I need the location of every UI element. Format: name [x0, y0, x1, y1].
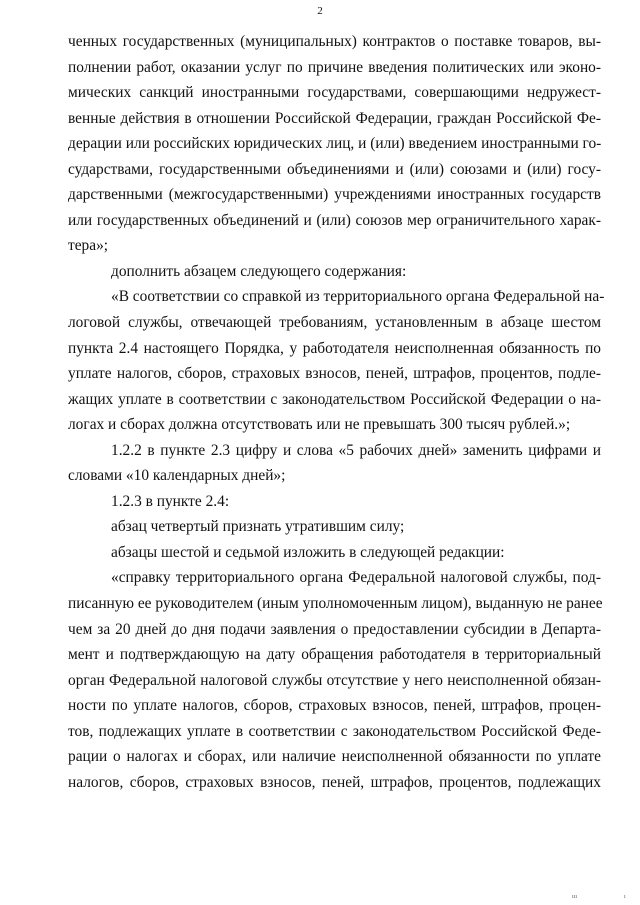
text-line: чем за 20 дней до дня подачи заявления о предоставлении субсидии в Департа-	[68, 620, 601, 638]
text-line: абзацы шестой и седьмой изложить в следующей редакции:	[111, 543, 505, 561]
text-line: рации о налогах и сборах, или наличие неисполненной обязанности по уплате	[68, 748, 601, 766]
footer-scan-mark: ı	[624, 894, 626, 900]
paragraph-continuation	[68, 29, 601, 259]
document-body	[68, 29, 605, 795]
text-line: уплате налогов, сборов, страховых взносов, пеней, штрафов, процентов, подле-	[68, 365, 601, 383]
text-line: жащих уплате в соответствии с законодательством Российской Федерации о на-	[68, 390, 601, 408]
text-line: тов, подлежащих уплате в соответствии с законодательством Российской Феде-	[68, 722, 601, 740]
text-line: «справку территориального органа Федеральной налоговой службы, под-	[111, 569, 601, 587]
paragraph-quoted-insert	[68, 284, 605, 437]
text-line: мических санкций иностранными государствами, совершающими недружест-	[68, 84, 601, 102]
text-line: 1.2.2 в пункте 2.3 цифру и слова «5 рабочих дней» заменить цифрами и	[111, 441, 601, 459]
text-line: логовой службы, отвечающей требованиям, установленным в абзаце шестом	[68, 314, 601, 332]
text-line: дерации или российских юридических лиц, и (или) введением иностранными го-	[68, 135, 602, 153]
text-line: дарственными (межгосударственными) учреждениями иностранных государств	[68, 186, 601, 204]
text-line: тера»;	[68, 237, 109, 255]
text-line: ченных государственных (муниципальных) контрактов о поставке товаров, вы-	[68, 33, 601, 50]
text-line: налогов, сборов, страховых взносов, пеней, штрафов, процентов, подлежащих	[68, 773, 601, 791]
paragraph-repeal	[68, 514, 601, 540]
paragraph-item-1-2-2	[68, 438, 601, 489]
text-line: или государственных объединений и (или) союзов мер ограничительного харак-	[68, 211, 601, 229]
text-line: «В соответствии со справкой из территориального органа Федеральной на-	[111, 288, 605, 306]
text-line: орган Федеральной налоговой службы отсутствие у него неисполненной обязан-	[68, 671, 601, 689]
paragraph-item-1-2-3	[68, 489, 601, 515]
text-line: словами «10 календарных дней»;	[68, 467, 286, 485]
text-line: абзац четвертый признать утратившим силу;	[111, 518, 405, 536]
text-line: мент и подтверждающую на дату обращения работодателя в территориальный	[68, 646, 601, 664]
paragraph-restate-intro	[68, 540, 601, 566]
text-line: дополнить абзацем следующего содержания:	[111, 262, 407, 280]
text-line: полнении работ, оказании услуг по причине введения политических или эконо-	[68, 58, 601, 76]
text-line: писанную ее руководителем (иным уполномоченным лицом), выданную не ранее	[68, 595, 603, 613]
text-line: ности по уплате налогов, сборов, страховых взносов, пеней, штрафов, процен-	[68, 697, 601, 715]
text-line: сударствами, государственными объединениями и (или) союзами и (или) госу-	[68, 160, 601, 178]
text-line: пункта 2.4 настоящего Порядка, у работодателя неисполненная обязанность по	[68, 339, 601, 357]
page-number: 2	[317, 5, 323, 17]
text-line: 1.2.3 в пункте 2.4:	[111, 492, 230, 510]
text-line: логах и сборах должна отсутствовать или не превышать 300 тысяч рублей.»;	[68, 416, 571, 434]
footer-scan-mark: ııı	[572, 894, 578, 900]
paragraph-amendment-intro	[68, 259, 601, 285]
paragraph-quoted-restatement	[68, 565, 601, 795]
text-line: венные действия в отношении Российской Федерации, граждан Российской Фе-	[68, 109, 601, 127]
